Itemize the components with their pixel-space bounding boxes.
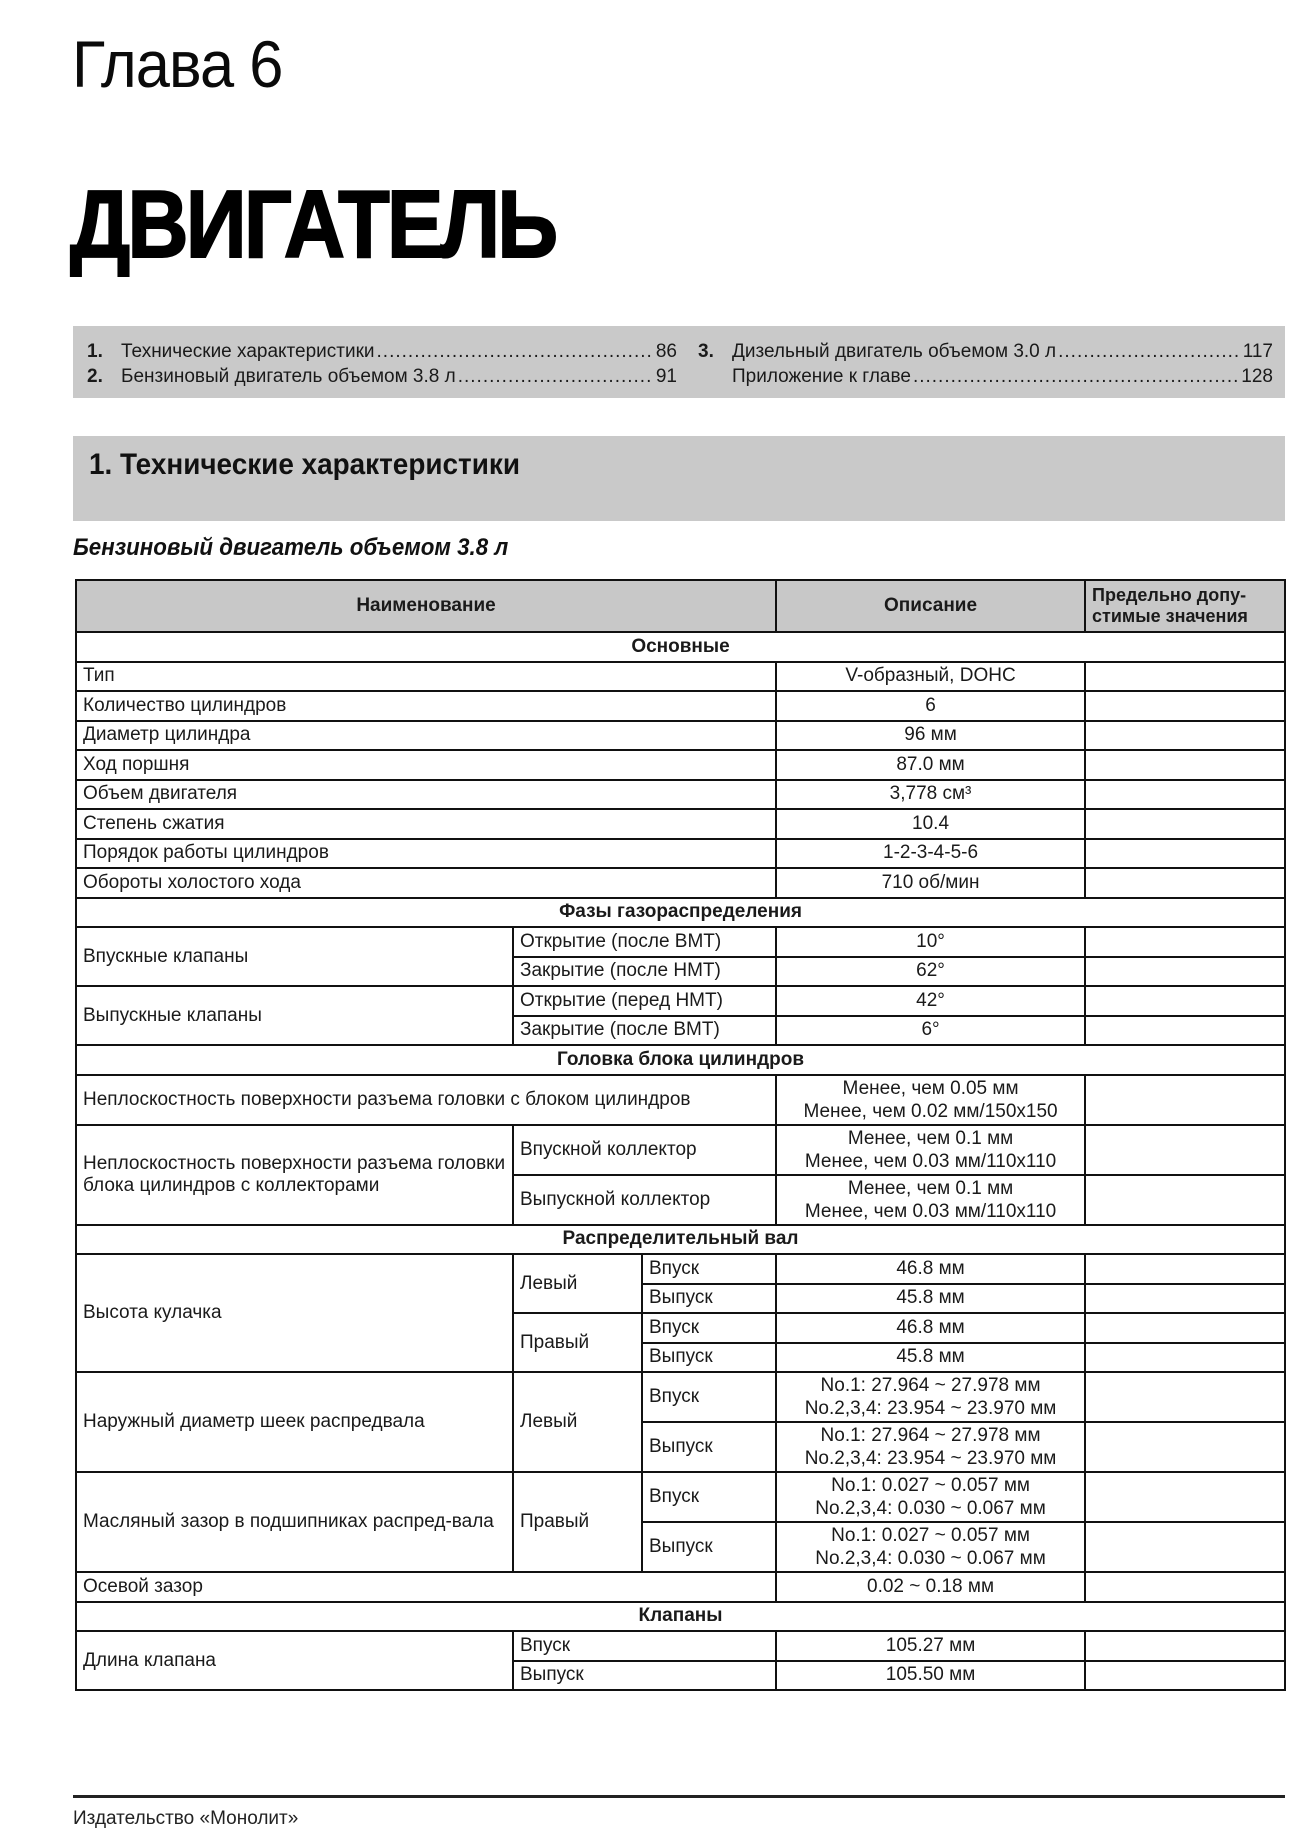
cell-name: Наружный диаметр шеек распредвала bbox=[76, 1372, 513, 1472]
cell-limit bbox=[1085, 1661, 1285, 1691]
cell-name: Обороты холостого хода bbox=[76, 868, 776, 898]
desc-line: Менее, чем 0.03 мм/110x110 bbox=[804, 1200, 1057, 1222]
section-header bbox=[73, 436, 1285, 521]
cell-limit bbox=[1085, 691, 1285, 721]
toc-label: Приложение к главе bbox=[732, 366, 911, 387]
cell-name: Неплоскостность поверхности разъема головки с блоком цилиндров bbox=[76, 1075, 776, 1125]
toc-label: Бензиновый двигатель объемом 3.8 л bbox=[121, 366, 456, 387]
header-description: Описание bbox=[776, 580, 1085, 632]
cell-desc: 45.8 мм bbox=[776, 1284, 1085, 1314]
cell-side: Правый bbox=[513, 1313, 642, 1372]
toc-column-right bbox=[698, 339, 1273, 389]
cell-limit bbox=[1085, 1372, 1285, 1422]
table-row bbox=[76, 986, 1285, 1016]
table-header-row bbox=[76, 580, 1285, 632]
desc-line: No.2,3,4: 23.954 ~ 23.970 мм bbox=[804, 1448, 1057, 1469]
cell-name: Впускные клапаны bbox=[76, 927, 513, 986]
toc-number: 2. bbox=[87, 366, 103, 387]
cell-name: Диаметр цилиндра bbox=[76, 721, 776, 751]
cell-limit bbox=[1085, 1422, 1285, 1472]
cell-sub: Впуск bbox=[513, 1631, 776, 1661]
cell-sub: Впуск bbox=[642, 1313, 776, 1343]
desc-line: No.1: 0.027 ~ 0.057 мм bbox=[831, 1475, 1030, 1496]
desc-line: Менее, чем 0.02 мм/150x150 bbox=[803, 1100, 1058, 1122]
toc-column-left bbox=[87, 339, 677, 389]
table-row bbox=[76, 809, 1285, 839]
table-row bbox=[76, 1572, 1285, 1602]
cell-desc: 0.02 ~ 0.18 мм bbox=[776, 1572, 1085, 1602]
table-row bbox=[76, 1125, 1285, 1175]
cell-desc: 6 bbox=[776, 691, 1085, 721]
cell-name: Тип bbox=[76, 662, 776, 692]
cell-limit bbox=[1085, 662, 1285, 692]
table-row bbox=[76, 839, 1285, 869]
cell-side: Левый bbox=[513, 1372, 642, 1472]
toc-item[interactable] bbox=[87, 339, 677, 364]
cell-limit bbox=[1085, 927, 1285, 957]
cell-name: Высота кулачка bbox=[76, 1254, 513, 1372]
table-row bbox=[76, 1075, 1285, 1125]
table-row bbox=[76, 750, 1285, 780]
cell-sub: Закрытие (после ВМТ) bbox=[513, 1016, 776, 1046]
cell-desc: 710 об/мин bbox=[776, 868, 1085, 898]
cell-desc: 1-2-3-4-5-6 bbox=[776, 839, 1085, 869]
cell-desc bbox=[776, 1125, 1085, 1175]
cell-sub: Впуск bbox=[642, 1372, 776, 1422]
cell-limit bbox=[1085, 986, 1285, 1016]
table-row bbox=[76, 691, 1285, 721]
cell-desc: 45.8 мм bbox=[776, 1343, 1085, 1373]
cell-sub: Выпуск bbox=[642, 1284, 776, 1314]
header-name: Наименование bbox=[76, 580, 776, 632]
cell-name: Длина клапана bbox=[76, 1631, 513, 1690]
cell-sub: Закрытие (после НМТ) bbox=[513, 957, 776, 987]
toc-leader-dots bbox=[458, 364, 654, 389]
toc-leader-dots bbox=[1058, 339, 1241, 364]
desc-line: No.1: 0.027 ~ 0.057 мм bbox=[831, 1525, 1030, 1546]
cell-limit bbox=[1085, 1522, 1285, 1572]
toc-leader-dots bbox=[913, 364, 1239, 389]
desc-line: No.1: 27.964 ~ 27.978 мм bbox=[820, 1425, 1041, 1446]
desc-line: No.2,3,4: 0.030 ~ 0.067 мм bbox=[815, 1548, 1046, 1569]
cell-desc bbox=[776, 1075, 1085, 1125]
table-row bbox=[76, 868, 1285, 898]
cell-desc bbox=[776, 1175, 1085, 1225]
cell-limit bbox=[1085, 839, 1285, 869]
cell-limit bbox=[1085, 1572, 1285, 1602]
cell-desc: 62° bbox=[776, 957, 1085, 987]
group-timing: Фазы газораспределения bbox=[76, 898, 1285, 928]
cell-desc: 42° bbox=[776, 986, 1085, 1016]
cell-side: Правый bbox=[513, 1472, 642, 1572]
cell-sub: Впускной коллектор bbox=[513, 1125, 776, 1175]
cell-desc: 10.4 bbox=[776, 809, 1085, 839]
group-valves: Клапаны bbox=[76, 1602, 1285, 1632]
cell-name: Степень сжатия bbox=[76, 809, 776, 839]
desc-line: No.2,3,4: 23.954 ~ 23.970 мм bbox=[804, 1398, 1057, 1419]
toc-page: 91 bbox=[655, 366, 677, 387]
cell-name: Неплоскостность поверхности разъема головки блока цилиндров с коллекторами bbox=[76, 1125, 513, 1225]
cell-name: Осевой зазор bbox=[76, 1572, 776, 1602]
cell-limit bbox=[1085, 957, 1285, 987]
table-row bbox=[76, 662, 1285, 692]
cell-sub: Открытие (после ВМТ) bbox=[513, 927, 776, 957]
cell-limit bbox=[1085, 780, 1285, 810]
group-head: Головка блока цилиндров bbox=[76, 1045, 1285, 1075]
cell-sub: Впуск bbox=[642, 1472, 776, 1522]
cell-sub: Выпуск bbox=[642, 1343, 776, 1373]
cell-sub: Выпуск bbox=[513, 1661, 776, 1691]
cell-limit bbox=[1085, 1254, 1285, 1284]
group-basic: Основные bbox=[76, 632, 1285, 662]
desc-line: Менее, чем 0.1 мм bbox=[847, 1177, 1014, 1199]
cell-desc bbox=[776, 1522, 1085, 1572]
toc-number: 3. bbox=[698, 341, 714, 362]
spec-table bbox=[75, 579, 1286, 1691]
cell-desc: 6° bbox=[776, 1016, 1085, 1046]
table-row bbox=[76, 1631, 1285, 1661]
toc-item[interactable] bbox=[87, 364, 677, 389]
cell-limit bbox=[1085, 1313, 1285, 1343]
section-title: 1. Технические характеристики bbox=[89, 448, 520, 481]
table-caption: Бензиновый двигатель объемом 3.8 л bbox=[73, 534, 509, 561]
cell-limit bbox=[1085, 868, 1285, 898]
cell-sub: Выпускной коллектор bbox=[513, 1175, 776, 1225]
cell-name: Масляный зазор в подшипниках распред-вала bbox=[76, 1472, 513, 1572]
cell-sub: Выпуск bbox=[642, 1522, 776, 1572]
table-row bbox=[76, 1372, 1285, 1422]
toc-page: 117 bbox=[1242, 341, 1273, 362]
publisher-footer: Издательство «Монолит» bbox=[73, 1808, 299, 1829]
cell-limit bbox=[1085, 721, 1285, 751]
toc-leader-dots bbox=[377, 339, 654, 364]
header-limit-line2: стимые значения bbox=[1092, 606, 1248, 626]
chapter-label: Глава 6 bbox=[72, 27, 283, 101]
group-row bbox=[76, 898, 1285, 928]
cell-limit bbox=[1085, 1284, 1285, 1314]
cell-sub: Впуск bbox=[642, 1254, 776, 1284]
desc-line: Менее, чем 0.1 мм bbox=[847, 1127, 1014, 1149]
cell-desc bbox=[776, 1372, 1085, 1422]
cell-desc: 105.50 мм bbox=[776, 1661, 1085, 1691]
desc-line: No.1: 27.964 ~ 27.978 мм bbox=[820, 1375, 1041, 1396]
cell-name: Порядок работы цилиндров bbox=[76, 839, 776, 869]
group-camshaft: Распределительный вал bbox=[76, 1225, 1285, 1255]
cell-desc: 87.0 мм bbox=[776, 750, 1085, 780]
table-row bbox=[76, 1254, 1285, 1284]
group-row bbox=[76, 1045, 1285, 1075]
cell-limit bbox=[1085, 1343, 1285, 1373]
table-row bbox=[76, 780, 1285, 810]
cell-desc: 96 мм bbox=[776, 721, 1085, 751]
toc-label: Дизельный двигатель объемом 3.0 л bbox=[732, 341, 1057, 362]
cell-limit bbox=[1085, 1016, 1285, 1046]
table-row bbox=[76, 1472, 1285, 1522]
toc-page: 86 bbox=[655, 341, 677, 362]
cell-name: Количество цилиндров bbox=[76, 691, 776, 721]
cell-limit bbox=[1085, 1075, 1285, 1125]
cell-limit bbox=[1085, 1472, 1285, 1522]
desc-line: Менее, чем 0.03 мм/110x110 bbox=[804, 1150, 1057, 1172]
cell-name: Ход поршня bbox=[76, 750, 776, 780]
group-row bbox=[76, 1225, 1285, 1255]
cell-limit bbox=[1085, 750, 1285, 780]
cell-limit bbox=[1085, 809, 1285, 839]
cell-limit bbox=[1085, 1175, 1285, 1225]
cell-limit bbox=[1085, 1125, 1285, 1175]
table-row bbox=[76, 721, 1285, 751]
header-limit bbox=[1085, 580, 1285, 632]
cell-desc: 10° bbox=[776, 927, 1085, 957]
table-of-contents bbox=[73, 326, 1285, 398]
toc-page: 128 bbox=[1241, 366, 1273, 387]
toc-item[interactable] bbox=[698, 339, 1273, 364]
header-limit-line1: Предельно допу- bbox=[1092, 585, 1247, 605]
cell-desc: 3,778 см³ bbox=[776, 780, 1085, 810]
cell-desc bbox=[776, 1472, 1085, 1522]
cell-desc: V-образный, DOHC bbox=[776, 662, 1085, 692]
cell-desc: 105.27 мм bbox=[776, 1631, 1085, 1661]
chapter-title: ДВИГАТЕЛЬ bbox=[70, 171, 556, 278]
cell-sub: Открытие (перед НМТ) bbox=[513, 986, 776, 1016]
toc-number: 1. bbox=[87, 341, 103, 362]
cell-sub: Выпуск bbox=[642, 1422, 776, 1472]
desc-line: Менее, чем 0.05 мм bbox=[842, 1077, 1019, 1099]
cell-name: Выпускные клапаны bbox=[76, 986, 513, 1045]
group-row bbox=[76, 632, 1285, 662]
toc-label: Технические характеристики bbox=[121, 341, 375, 362]
footer-divider bbox=[73, 1795, 1285, 1798]
table-row bbox=[76, 927, 1285, 957]
toc-item[interactable] bbox=[698, 364, 1273, 389]
cell-desc: 46.8 мм bbox=[776, 1254, 1085, 1284]
cell-desc: 46.8 мм bbox=[776, 1313, 1085, 1343]
group-row bbox=[76, 1602, 1285, 1632]
cell-side: Левый bbox=[513, 1254, 642, 1313]
cell-name: Объем двигателя bbox=[76, 780, 776, 810]
cell-desc bbox=[776, 1422, 1085, 1472]
cell-limit bbox=[1085, 1631, 1285, 1661]
desc-line: No.2,3,4: 0.030 ~ 0.067 мм bbox=[815, 1498, 1046, 1519]
